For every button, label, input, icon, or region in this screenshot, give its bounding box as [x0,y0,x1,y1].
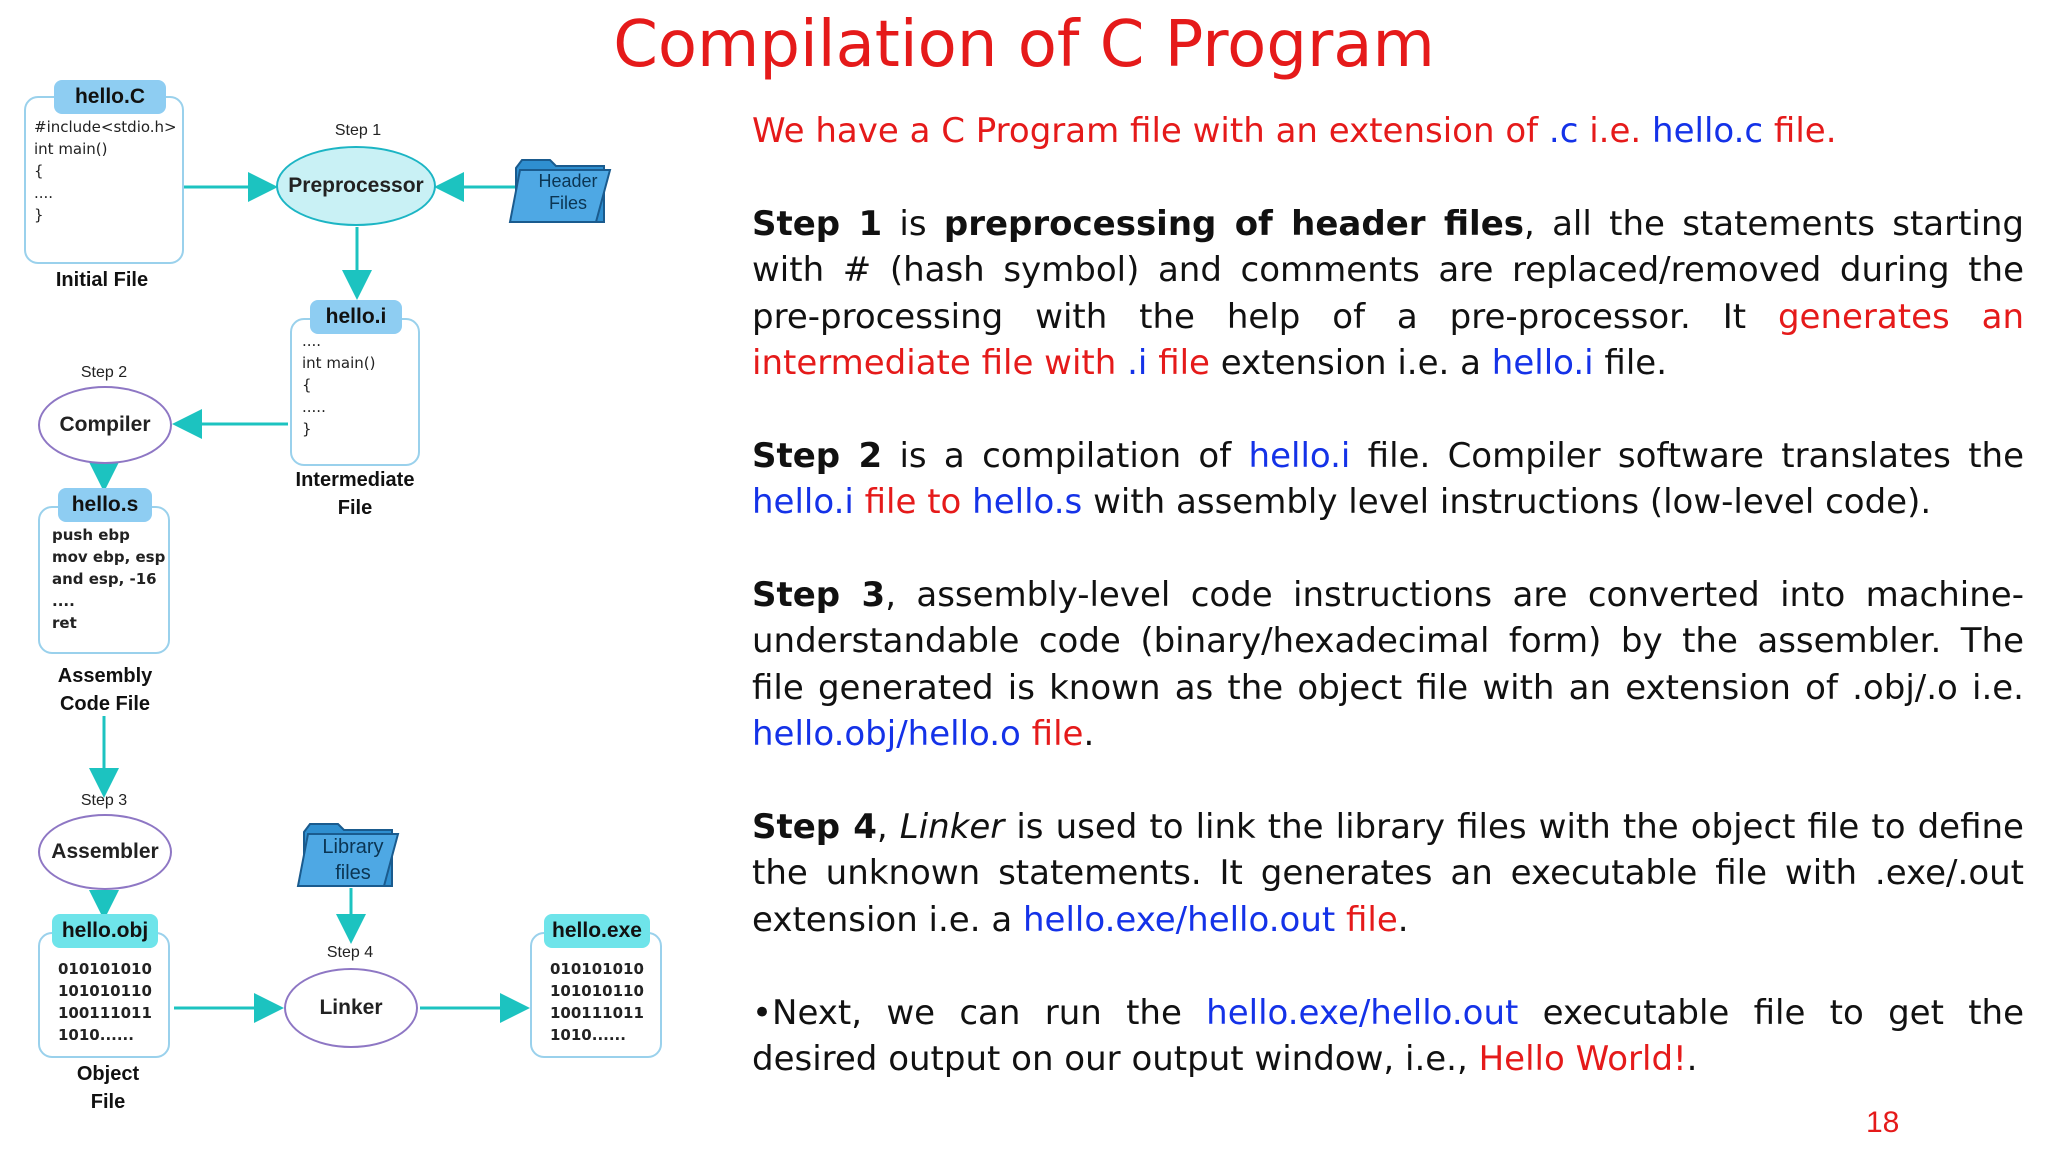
compiler-node: Compiler [38,386,172,464]
compilation-diagram [0,0,700,1152]
step4-paragraph: Step 4, Linker is used to link the library files with the object file to define the unknown statements. It generates an executable file with .exe/.out extension i.e. a hello.exe/hello.out file. [752,807,2024,940]
initial-file-code: #include<stdio.h> int main() { .... } [34,118,177,224]
assembly-file-caption: Assembly Code File [57,665,153,715]
step1-label: Step 1 [334,122,382,139]
object-file-tag: hello.obj [52,914,158,948]
library-files-label: Library files [322,836,384,884]
object-file-caption: Object File [76,1063,140,1113]
page-number: 18 [1866,1106,1900,1139]
exe-file-code: 010101010 101010110 100111011 1010...... [550,960,644,1044]
initial-file-caption: Initial File [55,269,149,291]
intermediate-file-caption: Intermediate File [295,469,415,519]
next-paragraph: •Next, we can run the hello.exe/hello.out executable file to get the desired output on our output window, i.e., Hello World!. [752,992,2024,1080]
explanation-text [752,108,2024,1082]
header-files-label: Header Files [538,171,598,213]
intermediate-file-tag: hello.i [310,300,402,334]
step1-paragraph: Step 1 is preprocessing of header files, all the statements starting with # (hash symbol) and comments are replaced/removed during the pre-processing with the help of a pre-processor. It generates an intermediate file with .i file extension i.e. a hello.i file. [752,203,2025,384]
assembly-file-tag: hello.s [58,488,152,522]
step3-paragraph: Step 3, assembly-level code instructions are converted into machine-understandable code (binary/hexadecimal form) by the assembler. The file generated is known as the object file with an extension of .obj/.o i.e. hello.obj/hello.o file. [752,575,2024,755]
step2-paragraph: Step 2 is a compilation of hello.i file. Compiler software translates the hello.i file to hello.s with assembly level instructions (low-level code). [752,435,2024,523]
intermediate-file-code: .... int main() { ..... } [302,332,376,438]
exe-file-tag: hello.exe [544,914,650,948]
step4-label: Step 4 [326,944,374,961]
intro-paragraph: We have a C Program file with an extension of .c i.e. hello.c file. [752,111,1837,151]
assembler-node: Assembler [38,814,172,890]
preprocessor-node: Preprocessor [276,146,436,226]
assembly-file-code: push ebp mov ebp, esp and esp, -16 .... ret [52,526,166,632]
step3-label: Step 3 [80,792,128,809]
object-file-code: 010101010 101010110 100111011 1010...... [58,960,152,1044]
initial-file-tag: hello.C [54,80,166,114]
slide-title: Compilation of C Program [613,8,1435,82]
step2-label: Step 2 [80,364,128,381]
linker-node: Linker [284,968,418,1048]
